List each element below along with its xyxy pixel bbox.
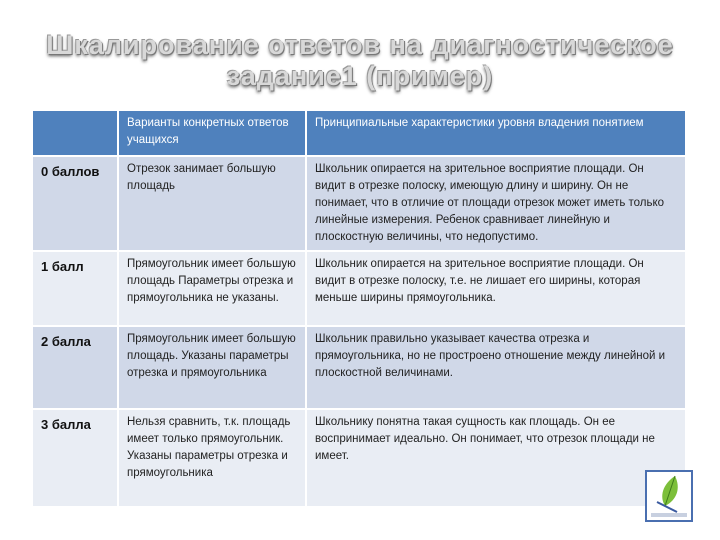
table-row: [33, 156, 686, 251]
slide-title: [40, 30, 680, 92]
score-cell: 0 баллов: [33, 156, 118, 251]
scoring-table: [33, 111, 687, 508]
characteristic-cell: Школьник опирается на зрительное восприятие площади. Он видит в отрезке полоску, т.е. не лишает его ширины, которая меньше ширины прямоугольника.: [306, 251, 686, 326]
answer-cell: Нельзя сравнить, т.к. площадь имеет только прямоугольник. Указаны параметры отрезка и прямоугольника: [118, 409, 306, 507]
header-cell-score: [33, 111, 118, 156]
title-line-1: Шкалирование ответов на диагностическое: [46, 30, 674, 60]
header-cell-answers: Варианты конкретных ответов учащихся: [118, 111, 306, 156]
logo-icon: [645, 470, 693, 522]
table-header-row: [33, 111, 686, 156]
characteristic-cell: Школьнику понятна такая сущность как площадь. Он ее воспринимает идеально. Он понимает, что отрезок площади не имеет.: [306, 409, 686, 507]
score-cell: 2 балла: [33, 326, 118, 409]
table-row: [33, 251, 686, 326]
table-row: [33, 409, 686, 507]
answer-cell: Прямоугольник имеет большую площадь. Указаны параметры отрезка и прямоугольника: [118, 326, 306, 409]
characteristic-cell: Школьник правильно указывает качества отрезка и прямоугольника, но не простроено отношение между линейной и плоскостной величинами.: [306, 326, 686, 409]
answer-cell: Отрезок занимает большую площадь: [118, 156, 306, 251]
title-line-2: задание1 (пример): [226, 61, 494, 91]
table-row: [33, 326, 686, 409]
characteristic-cell: Школьник опирается на зрительное восприятие площади. Он видит в отрезке полоску, имеющую длину и ширину. Он не понимает, что в отличие от площади отрезок может иметь только линейные измерения. Ребенок сравнивает линейную и плоскостную величины, что недопустимо.: [306, 156, 686, 251]
answer-cell: Прямоугольник имеет большую площадь Параметры отрезка и прямоугольника не указаны.: [118, 251, 306, 326]
score-cell: 1 балл: [33, 251, 118, 326]
score-cell: 3 балла: [33, 409, 118, 507]
header-cell-characteristics: Принципиальные характеристики уровня владения понятием: [306, 111, 686, 156]
